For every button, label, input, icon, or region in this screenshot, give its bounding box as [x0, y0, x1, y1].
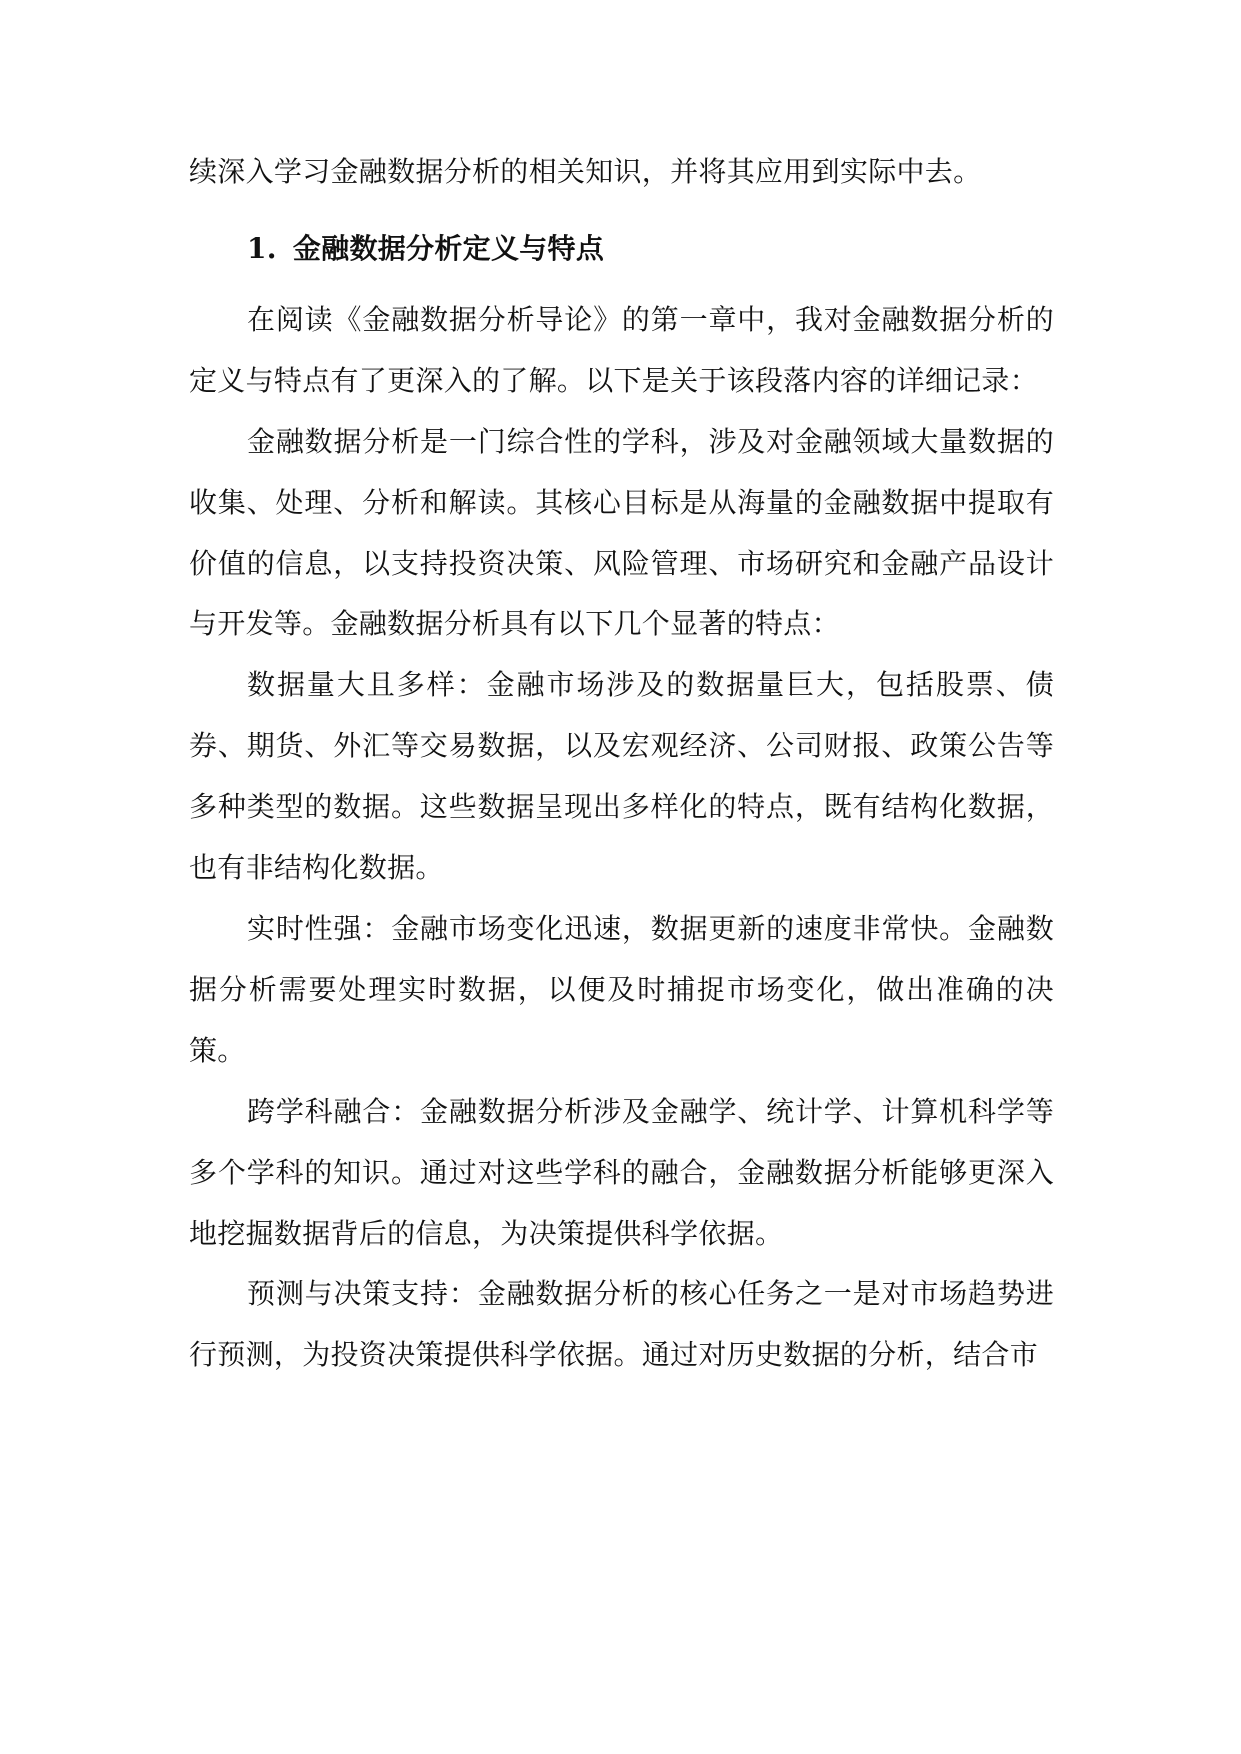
- document-body: [189, 142, 1054, 1386]
- paragraph-prediction: 预测与决策支持：金融数据分析的核心任务之一是对市场趋势进行预测，为投资决策提供科学依据。通过对历史数据的分析，结合市: [189, 1277, 1054, 1372]
- paragraph-intro: 在阅读《金融数据分析导论》的第一章中，我对金融数据分析的定义与特点有了更深入的了解。以下是关于该段落内容的详细记录：: [189, 302, 1054, 397]
- paragraph-interdisciplinary: 跨学科融合：金融数据分析涉及金融学、统计学、计算机科学等多个学科的知识。通过对这些学科的融合，金融数据分析能够更深入地挖掘数据背后的信息，为决策提供科学依据。: [189, 1094, 1054, 1250]
- section-title: 金融数据分析定义与特点: [292, 231, 605, 265]
- section-number: 1.: [247, 231, 277, 265]
- paragraph-definition: 金融数据分析是一门综合性的学科，涉及对金融领域大量数据的收集、处理、分析和解读。其核心目标是从海量的金融数据中提取有价值的信息，以支持投资决策、风险管理、市场研究和金融产品设计与开发等。金融数据分析具有以下几个显著的特点：: [189, 424, 1054, 641]
- paragraph-real-time: 实时性强：金融市场变化迅速，数据更新的速度非常快。金融数据分析需要处理实时数据，以便及时捕捉市场变化，做出准确的决策。: [189, 911, 1054, 1067]
- section-heading: [189, 219, 1054, 279]
- paragraph-data-volume: 数据量大且多样：金融市场涉及的数据量巨大，包括股票、债券、期货、外汇等交易数据，以及宏观经济、公司财报、政策公告等多种类型的数据。这些数据呈现出多样化的特点，既有结构化数据，也有非结构化数据。: [189, 668, 1054, 885]
- continuation-paragraph: 续深入学习金融数据分析的相关知识，并将其应用到实际中去。: [189, 155, 982, 188]
